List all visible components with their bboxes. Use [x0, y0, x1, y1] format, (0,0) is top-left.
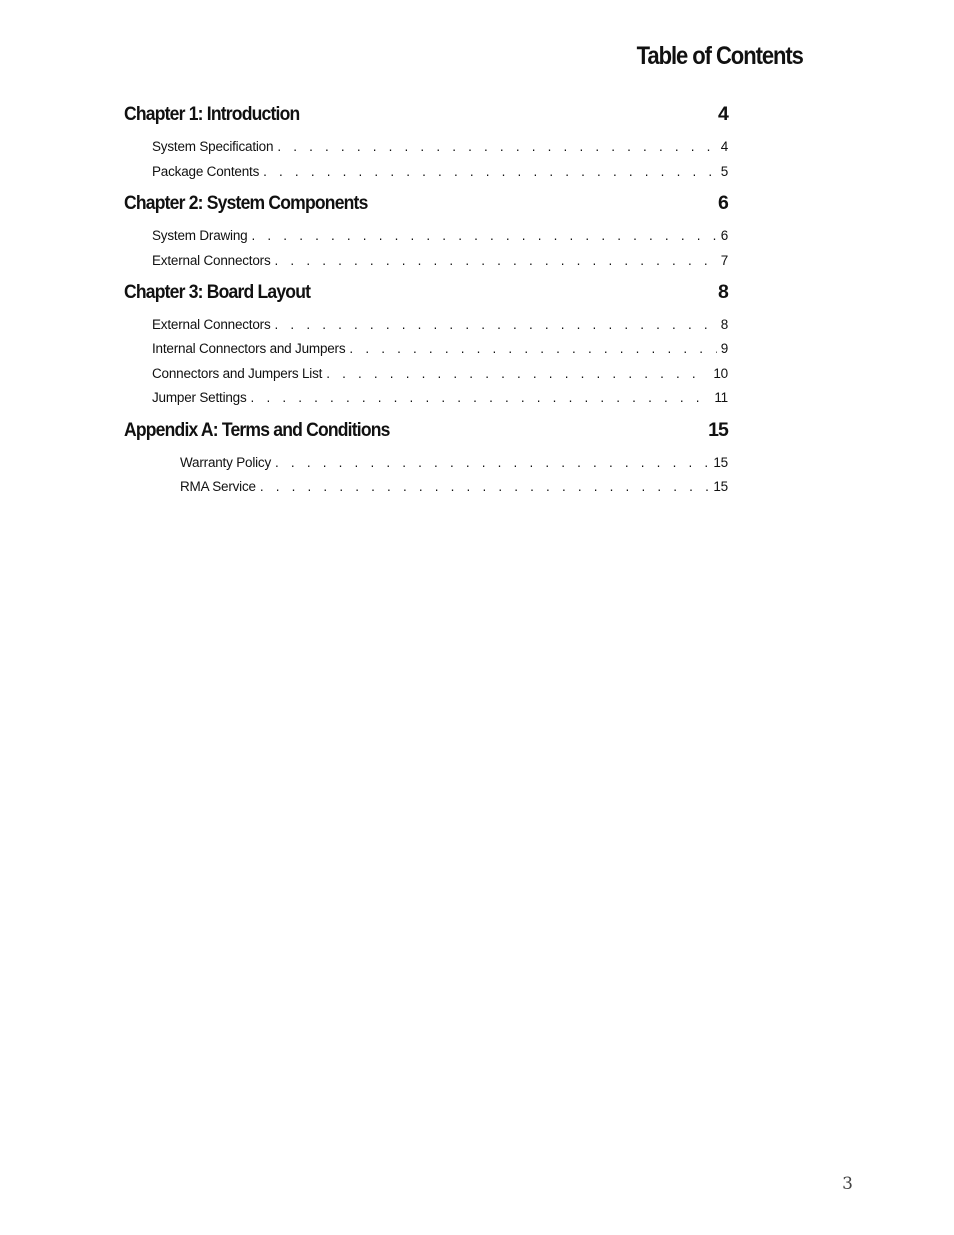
entry-label: External Connectors: [152, 317, 275, 332]
toc-entry[interactable]: [152, 139, 728, 157]
dot-leader: [251, 390, 711, 405]
entry-label: External Connectors: [152, 253, 275, 268]
entry-page-number: 4: [717, 139, 728, 154]
toc-entry[interactable]: [152, 228, 728, 246]
chapter-title: Appendix A: Terms and Conditions: [124, 419, 390, 441]
chapter-title: Chapter 3: Board Layout: [124, 281, 311, 303]
toc-entry[interactable]: [152, 341, 728, 359]
toc-entry[interactable]: [152, 317, 728, 335]
entry-page-number: 6: [717, 228, 728, 243]
entry-label: Warranty Policy: [180, 455, 275, 470]
toc-entry[interactable]: [152, 253, 728, 271]
chapter-page-number: 4: [718, 103, 728, 125]
toc-entry[interactable]: [152, 390, 728, 408]
dot-leader: [326, 366, 709, 381]
toc-entry[interactable]: [180, 479, 728, 497]
dot-leader: [275, 253, 717, 268]
toc-chapter-2[interactable]: [124, 192, 728, 216]
entry-label: System Specification: [152, 139, 277, 154]
dot-leader: [260, 479, 710, 494]
dot-leader: [251, 228, 716, 243]
chapter-page-number: 8: [718, 281, 728, 303]
toc-entry[interactable]: [152, 366, 728, 384]
chapter-page-number: 6: [718, 192, 728, 214]
table-of-contents: [124, 0, 728, 520]
dot-leader: [349, 341, 716, 356]
toc-chapter-1[interactable]: [124, 103, 728, 127]
entry-label: RMA Service: [180, 479, 260, 494]
entry-label: Connectors and Jumpers List: [152, 366, 326, 381]
dot-leader: [277, 139, 716, 154]
page-title: Table of Contents: [636, 42, 803, 70]
entry-page-number: 7: [717, 253, 728, 268]
entry-label: System Drawing: [152, 228, 251, 243]
toc-appendix-a[interactable]: [124, 419, 728, 443]
page-number: 3: [842, 1174, 853, 1194]
entry-page-number: 10: [709, 366, 728, 381]
dot-leader: [263, 164, 717, 179]
dot-leader: [275, 317, 717, 332]
entry-page-number: 15: [709, 455, 728, 470]
entry-page-number: 11: [710, 390, 728, 405]
chapter-title: Chapter 1: Introduction: [124, 103, 300, 125]
chapter-title: Chapter 2: System Components: [124, 192, 368, 214]
entry-page-number: 8: [717, 317, 728, 332]
toc-chapter-3[interactable]: [124, 281, 728, 305]
entry-page-number: 5: [717, 164, 728, 179]
toc-entry[interactable]: [152, 164, 728, 182]
toc-entry[interactable]: [180, 455, 728, 473]
entry-label: Package Contents: [152, 164, 263, 179]
entry-page-number: 15: [709, 479, 728, 494]
entry-label: Internal Connectors and Jumpers: [152, 341, 349, 356]
chapter-page-number: 15: [708, 419, 728, 441]
dot-leader: [275, 455, 709, 470]
entry-label: Jumper Settings: [152, 390, 251, 405]
entry-page-number: 9: [717, 341, 728, 356]
